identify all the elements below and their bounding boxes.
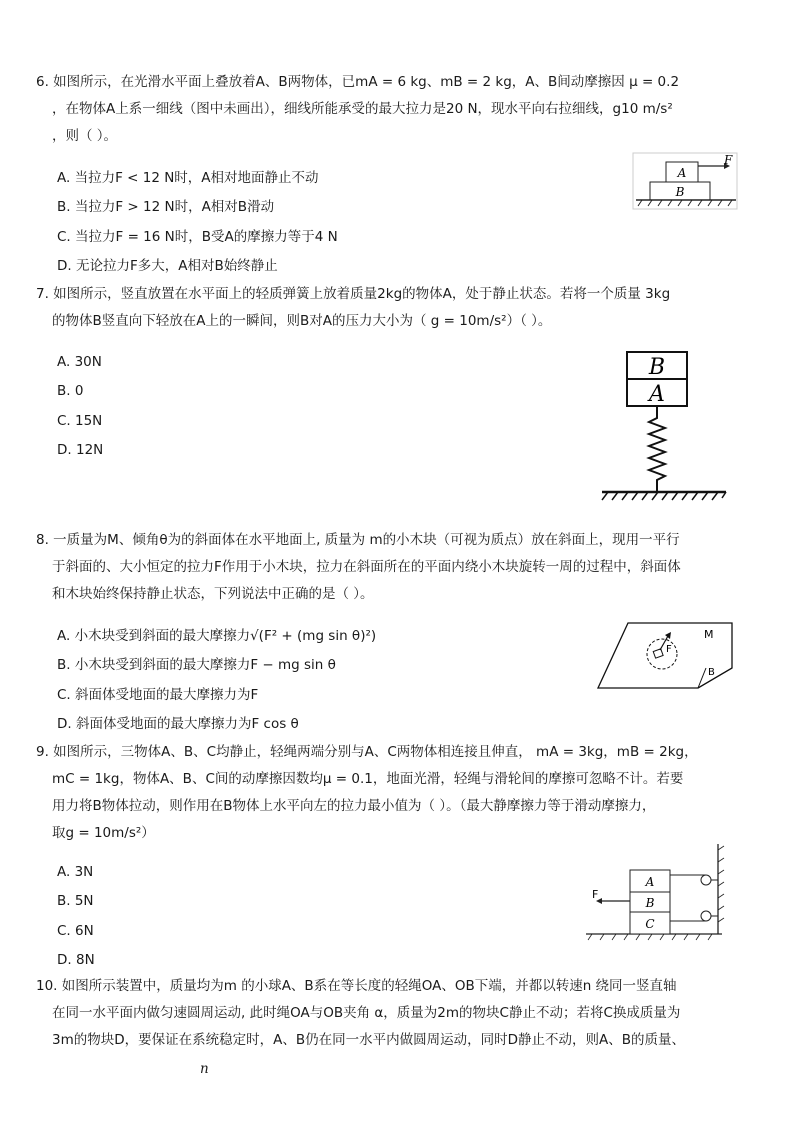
- q9-option-b: B. 5N: [57, 893, 94, 909]
- q10-line-2: 在同一水平面内做匀速圆周运动, 此时绳OA与OB夹角 α，质量为2m的物块C静止不动；若将C换成质量为: [52, 1005, 681, 1021]
- q9-fig-label-a: A: [645, 875, 655, 889]
- q8-line-3: 和木块始终保持静止状态，下列说法中正确的是（ ）。: [52, 586, 374, 602]
- q8-line-1: 8. 一质量为M、倾角θ为的斜面体在水平地面上, 质量为 m的小木块（可视为质点）放在斜面上，现用一平行: [36, 532, 680, 548]
- q7-fig-label-a: A: [649, 382, 665, 407]
- q8-fig-label-m: M: [704, 628, 714, 641]
- q7-option-a: A. 30N: [57, 354, 102, 370]
- q9-line-2: mC = 1kg，物体A、B、C间的动摩擦因数均μ = 0.1，地面光滑，轻绳与滑轮间的摩擦可忽略不计。若要: [52, 771, 684, 787]
- q7-line-1: 7. 如图所示，竖直放置在水平面上的轻质弹簧上放着质量2kg的物体A，处于静止状态。若将一个质量 3kg: [36, 286, 671, 302]
- q8-figure: [596, 620, 736, 692]
- q7-fig-label-b: B: [648, 355, 666, 380]
- q7-spring: [649, 406, 665, 492]
- q8-option-b: B. 小木块受到斜面的最大摩擦力F − mg sin θ: [57, 657, 336, 673]
- q8-fig-label-f: F: [666, 644, 672, 655]
- q6-fig-label-b: B: [675, 185, 685, 199]
- q8-option-d: D. 斜面体受地面的最大摩擦力为F cos θ: [57, 716, 299, 732]
- q6-option-c: C. 当拉力F = 16 N时，B受A的摩擦力等于4 N: [57, 229, 338, 245]
- q6-line-3: ，则（ ）。: [52, 128, 118, 144]
- q10-line-4: n: [200, 1061, 209, 1077]
- q9-fig-label-c: C: [645, 917, 655, 931]
- q9-figure: [584, 842, 726, 942]
- q7-option-c: C. 15N: [57, 413, 103, 429]
- q6-figure: [632, 152, 740, 212]
- q7-option-b: B. 0: [57, 383, 84, 399]
- q6-option-a: A. 当拉力F < 12 N时，A相对地面静止不动: [57, 170, 319, 186]
- q8-fig-label-b: B: [708, 667, 715, 678]
- q6-option-b: B. 当拉力F > 12 N时，A相对B滑动: [57, 199, 275, 215]
- q9-line-4: 取g = 10m/s²）: [52, 825, 155, 841]
- q6-option-d: D. 无论拉力F多大，A相对B始终静止: [57, 258, 278, 274]
- q9-fig-label-b: B: [645, 896, 655, 910]
- q7-line-2: 的物体B竖直向下轻放在A上的一瞬间，则B对A的压力大小为（ g = 10m/s²）（ ）。: [52, 313, 552, 329]
- q10-line-1: 10. 如图所示装置中，质量均为m 的小球A、B系在等长度的轻绳OA、OB下端，并都以转速n 绕同一竖直轴: [36, 978, 677, 994]
- q9-option-d: D. 8N: [57, 952, 95, 968]
- q9-option-a: A. 3N: [57, 864, 94, 880]
- q6-fig-label-a: A: [677, 166, 687, 180]
- q10-line-3: 3m的物块D，要保证在系统稳定时，A、B仍在同一水平内做圆周运动，同时D静止不动，则A、B的质量、: [52, 1032, 686, 1048]
- q7-figure: [600, 350, 730, 508]
- q9-line-1: 9. 如图所示，三物体A、B、C均静止，轻绳两端分别与A、C两物体相连接且伸直， mA = 3kg，mB = 2kg，: [36, 744, 698, 760]
- q9-fig-label-f: F: [592, 888, 599, 901]
- q8-line-2: 于斜面的、大小恒定的拉力F作用于小木块，拉力在斜面所在的平面内绕小木块旋转一周的过程中，斜面体: [52, 559, 681, 575]
- q8-option-c: C. 斜面体受地面的最大摩擦力为F: [57, 687, 259, 703]
- q6-fig-label-f: F: [724, 153, 733, 167]
- q9-line-3: 用力将B物体拉动，则作用在B物体上水平向左的拉力最小值为（ ）。（最大静摩擦力等于滑动摩擦力，: [52, 798, 656, 814]
- q8-option-a: A. 小木块受到斜面的最大摩擦力√(F² + (mg sin θ)²): [57, 628, 377, 644]
- q7-option-d: D. 12N: [57, 442, 104, 458]
- q9-option-c: C. 6N: [57, 923, 94, 939]
- q6-line-2: ，在物体A上系一细线（图中未画出），细线所能承受的最大拉力是20 N，现水平向右拉细线，g10 m/s²: [52, 101, 673, 117]
- q6-line-1: 6. 如图所示，在光滑水平面上叠放着A、B两物体，已mA = 6 kg、mB = 2 kg，A、B间动摩擦因 μ = 0.2: [36, 74, 680, 90]
